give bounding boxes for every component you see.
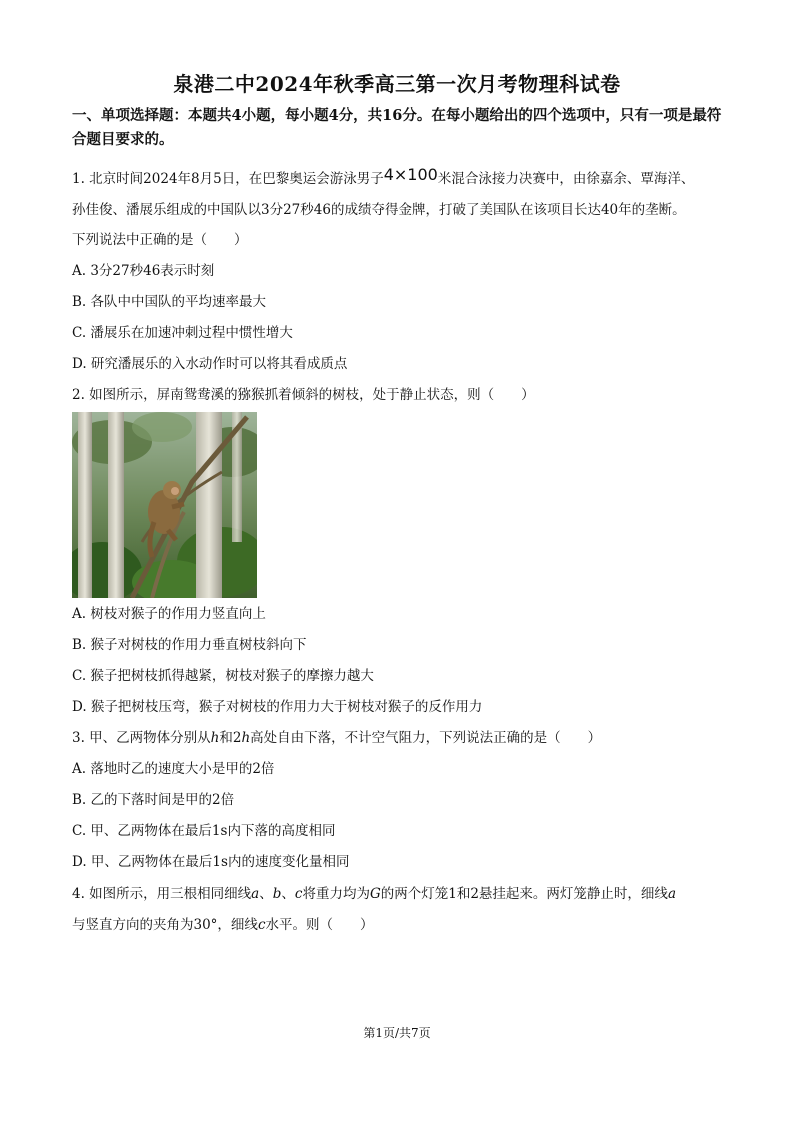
q4-var-g: G bbox=[369, 886, 381, 902]
q1-option-a: A. 3分27秒46表示时刻 bbox=[72, 263, 215, 279]
q3-line-1 bbox=[72, 728, 601, 748]
q4-text-c: 的两个灯笼1和2悬挂起来。两灯笼静止时，细线 bbox=[380, 886, 668, 902]
q3-option-d: D. 甲、乙两物体在最后1s内的速度变化量相同 bbox=[72, 854, 350, 870]
q3-option-a: A. 落地时乙的速度大小是甲的2倍 bbox=[72, 761, 275, 777]
q3-text-c: 高处自由下落，不计空气阻力，下列说法正确的是（ ） bbox=[250, 730, 602, 746]
section-heading: 一、单项选择题：本题共4小题，每小题4分，共16分。在每小题给出的四个选项中，只有一项是最符合题目要求的。 bbox=[72, 107, 722, 148]
q2-line-1: 2. 如图所示，屏南鸳鸯溪的猕猴抓着倾斜的树枝，处于静止状态，则（ ） bbox=[72, 387, 535, 403]
monkey-photo bbox=[72, 412, 257, 598]
page-number: 第1页/共7页 bbox=[363, 1026, 431, 1040]
q2-option-b: B. 猴子对树枝的作用力垂直树枝斜向下 bbox=[72, 637, 307, 653]
q1-line-1 bbox=[72, 165, 694, 189]
q4-line-2 bbox=[72, 915, 374, 935]
q2-option-a: A. 树枝对猴子的作用力竖直向上 bbox=[72, 606, 266, 622]
q1-option-b: B. 各队中中国队的平均速率最大 bbox=[72, 294, 267, 310]
q3-option-c: C. 甲、乙两物体在最后1s内下落的高度相同 bbox=[72, 823, 336, 839]
q2-option-c: C. 猴子把树枝抓得越紧，树枝对猴子的摩擦力越大 bbox=[72, 668, 374, 684]
exam-title: 泉港二中2024年秋季高三第一次月考物理科试卷 bbox=[173, 72, 621, 96]
q1-math: 4×100 bbox=[383, 165, 438, 184]
q3-text-a: 3. 甲、乙两物体分别从 bbox=[72, 730, 211, 746]
q1-line-2: 孙佳俊、潘展乐组成的中国队以3分27秒46的成绩夺得金牌，打破了美国队在该项目长达40年的垄断。 bbox=[72, 202, 686, 218]
q1-text-b: 米混合泳接力决赛中，由徐嘉余、覃海洋、 bbox=[437, 171, 695, 187]
q3-var-2h: h bbox=[241, 730, 251, 746]
q4-var-a2: a bbox=[667, 886, 676, 902]
q4-var-c2: c bbox=[257, 917, 266, 933]
q4-sep-2: 、 bbox=[281, 886, 295, 902]
q4-line-1 bbox=[72, 884, 676, 904]
q4-var-b: b bbox=[272, 886, 282, 902]
q3-var-h: h bbox=[210, 730, 220, 746]
q1-line-3: 下列说法中正确的是（ ） bbox=[72, 232, 248, 248]
q3-option-b: B. 乙的下落时间是甲的2倍 bbox=[72, 792, 235, 808]
q1-option-d: D. 研究潘展乐的入水动作时可以将其看成质点 bbox=[72, 356, 348, 372]
q4-var-a: a bbox=[251, 886, 260, 902]
q4-var-c: c bbox=[294, 886, 303, 902]
q4-text-e: 水平。则（ ） bbox=[265, 917, 374, 933]
q4-text-b: 将重力均为 bbox=[302, 886, 370, 902]
q3-text-b: 和2 bbox=[219, 730, 242, 746]
q1-text-a: 1. 北京时间2024年8月5日，在巴黎奥运会游泳男子 bbox=[72, 171, 384, 187]
q4-text-d: 与竖直方向的夹角为30°，细线 bbox=[72, 917, 258, 933]
q4-sep-1: 、 bbox=[259, 886, 273, 902]
q4-text-a: 4. 如图所示，用三根相同细线 bbox=[72, 886, 252, 902]
q2-option-d: D. 猴子把树枝压弯，猴子对树枝的作用力大于树枝对猴子的反作用力 bbox=[72, 699, 483, 715]
q1-option-c: C. 潘展乐在加速冲刺过程中惯性增大 bbox=[72, 325, 293, 341]
